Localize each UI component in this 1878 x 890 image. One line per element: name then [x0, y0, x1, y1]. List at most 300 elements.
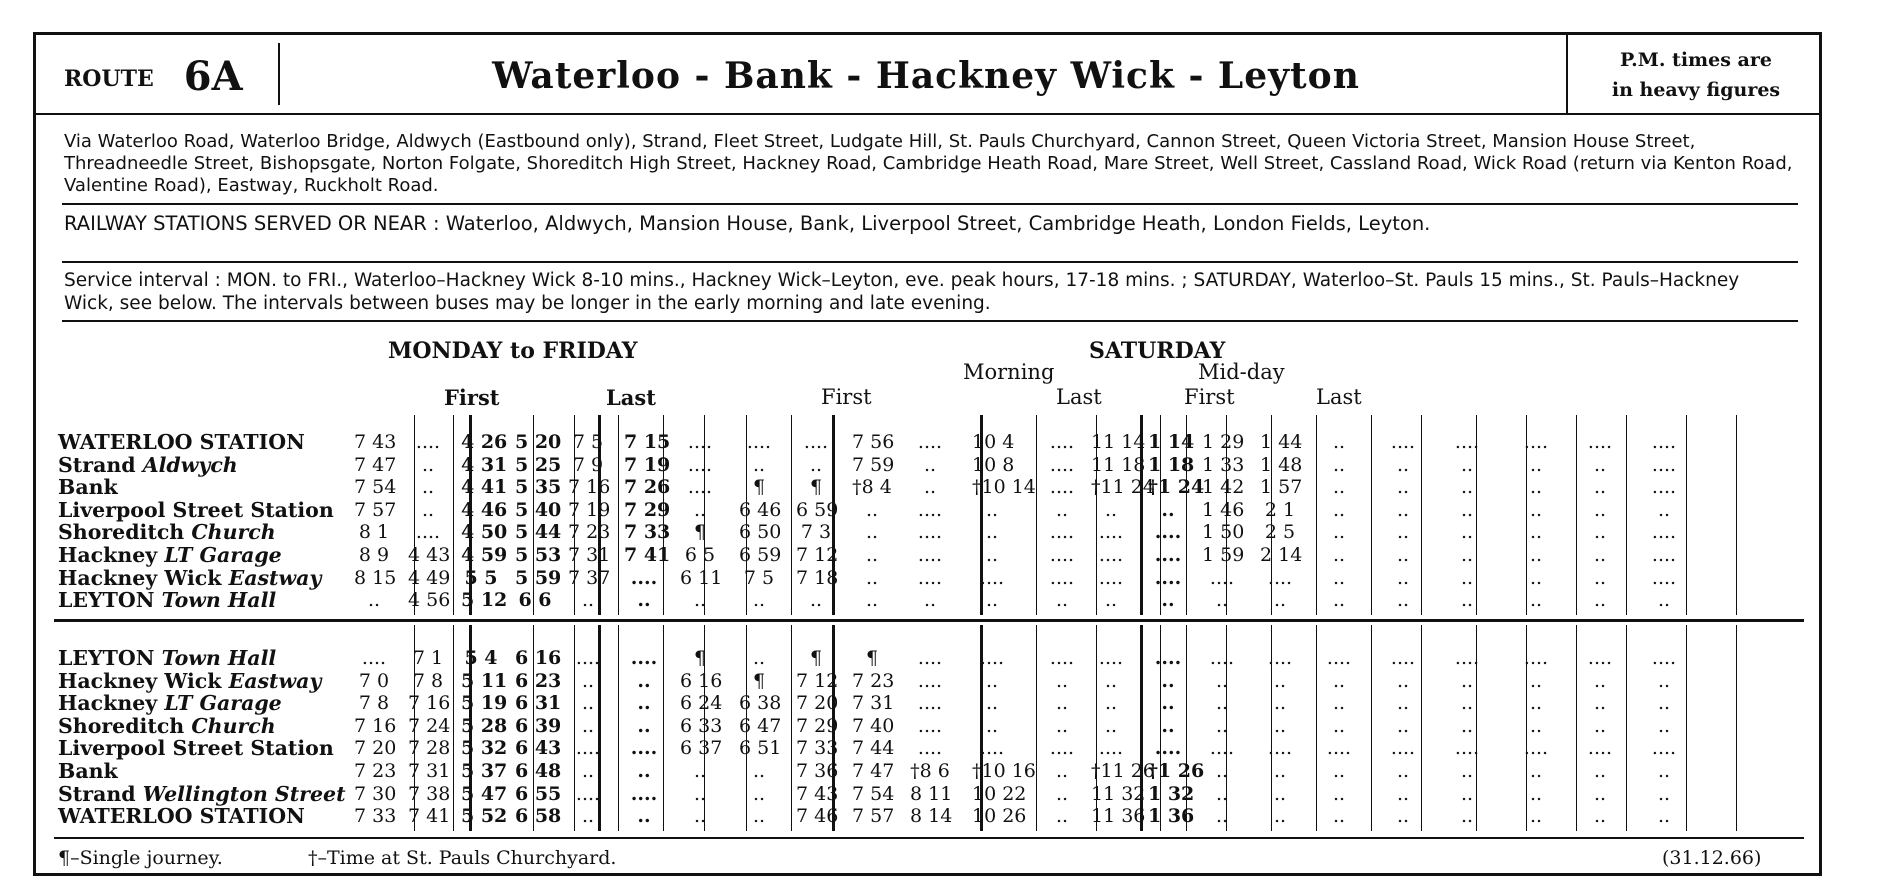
- time-cell: ....: [1651, 737, 1677, 760]
- time-cell: 7 31: [568, 544, 611, 566]
- time-cell: 5 20: [515, 431, 562, 453]
- time-cell: ..: [1215, 760, 1229, 782]
- time-cell: 7 23: [568, 521, 611, 544]
- time-cell: 6 51: [739, 737, 782, 760]
- time-cell: ..: [752, 453, 766, 476]
- time-cell: 4 46: [461, 498, 508, 521]
- column-rule: [1316, 625, 1317, 831]
- time-cell: ....: [1587, 431, 1613, 453]
- time-cell: ....: [1098, 737, 1124, 760]
- time-cell: ..: [1593, 521, 1607, 544]
- time-cell: 7 19: [568, 498, 611, 521]
- time-cell: 1 57: [1260, 476, 1303, 499]
- time-cell: ..: [1657, 714, 1671, 737]
- section-rule: [832, 625, 835, 831]
- time-cell: ....: [917, 737, 943, 760]
- section-rule: [598, 625, 601, 831]
- time-cell: 7 26: [624, 476, 671, 499]
- time-cell: ....: [1267, 647, 1293, 669]
- heading-first: First: [821, 385, 872, 409]
- time-cell: ....: [1587, 647, 1613, 669]
- stop-name-detail: Town Hall: [161, 646, 277, 670]
- time-cell: 7 31: [852, 692, 895, 715]
- time-cell: ....: [917, 647, 943, 669]
- time-cell: 4 31: [461, 453, 508, 476]
- stop-name-main: Bank: [58, 475, 118, 500]
- time-cell: ....: [630, 647, 658, 669]
- column-rule: [746, 625, 747, 831]
- time-cell: ..: [1460, 714, 1474, 737]
- time-cell: 6 59: [739, 544, 782, 566]
- time-cell: 7 16: [354, 714, 397, 737]
- time-cell: ..: [1161, 669, 1175, 692]
- time-cell: ..: [1460, 782, 1474, 805]
- time-cell: 6 50: [739, 521, 782, 544]
- time-cell: ..: [637, 669, 651, 692]
- time-cell: ..: [1460, 692, 1474, 715]
- time-cell: ..: [1396, 760, 1410, 782]
- time-cell: 7 29: [796, 714, 839, 737]
- stop-name-main: Liverpool Street Station: [58, 736, 334, 761]
- time-cell: ....: [917, 544, 943, 566]
- time-cell: ..: [1396, 692, 1410, 715]
- time-cell: 11 14: [1091, 431, 1146, 453]
- time-cell: ..: [693, 805, 707, 828]
- time-cell: 5 53: [515, 544, 562, 566]
- time-cell: ....: [1154, 566, 1182, 589]
- stop-name-main: Strand: [58, 452, 143, 477]
- time-cell: 7 30: [354, 782, 397, 805]
- time-cell: ....: [1651, 521, 1677, 544]
- time-cell: ..: [1273, 782, 1287, 805]
- column-rule: [618, 625, 619, 831]
- stop-name-main: Hackney Wick: [58, 565, 229, 590]
- heading-morning: Morning: [963, 360, 1055, 384]
- column-rule: [1526, 415, 1527, 615]
- stop-name: [58, 692, 282, 714]
- time-cell: †10 16: [972, 760, 1036, 782]
- time-cell: 7 16: [408, 692, 451, 715]
- time-cell: 5 52: [461, 805, 508, 828]
- time-cell: 5 12: [461, 589, 508, 612]
- railway-stations-text: RAILWAY STATIONS SERVED OR NEAR : Waterloo, Aldwych, Mansion House, Bank, Liverpool Street, Cambridge Heath, London Fields, Leyton.: [64, 212, 1431, 235]
- time-cell: 6 5: [684, 544, 716, 566]
- time-cell: ..: [1529, 544, 1543, 566]
- stop-name-detail: LT Garage: [164, 543, 282, 567]
- time-cell: ..: [985, 544, 999, 566]
- time-cell: ..: [865, 498, 879, 521]
- time-cell: ..: [1529, 476, 1543, 499]
- time-cell: 6 47: [739, 714, 782, 737]
- time-cell: ..: [1396, 453, 1410, 476]
- time-cell: ....: [687, 476, 713, 499]
- time-cell: 4 26: [461, 431, 508, 453]
- section-rule: [832, 415, 835, 615]
- time-cell: 4 49: [408, 566, 451, 589]
- section-rule: [469, 415, 472, 615]
- column-rule: [1626, 625, 1627, 831]
- time-cell: 5 47: [461, 782, 508, 805]
- time-cell: †1 24: [1148, 476, 1205, 499]
- time-cell: 7 8: [412, 669, 444, 692]
- time-cell: ..: [1332, 760, 1346, 782]
- time-cell: ..: [1055, 805, 1069, 828]
- time-cell: ..: [865, 589, 879, 612]
- time-cell: ..: [1215, 782, 1229, 805]
- timetable-card: [33, 32, 1822, 876]
- stop-name: [58, 567, 321, 589]
- time-cell: ..: [421, 498, 435, 521]
- time-cell: ¶: [752, 476, 766, 499]
- time-cell: ....: [415, 431, 441, 453]
- time-cell: 6 58: [515, 805, 562, 828]
- via-text: Via Waterloo Road, Waterloo Bridge, Aldwych (Eastbound only), Strand, Fleet Street, Ludgate Hill, St. Pauls Churchyard, Cannon Street, Queen Victoria Street, Mansion House Street, Threadneedle Street, Bishopsgate, Norton Folgate, Shoreditch High Street, Hackney Road, Cambridge Heath Road, Mare Street, Well Street, Cassland Road, Wick Road (return via Kenton Road, Valentine Road), Eastway, Ruckholt Road.: [64, 131, 1793, 196]
- time-cell: ..: [752, 760, 766, 782]
- time-cell: ....: [917, 714, 943, 737]
- column-rule: [1576, 625, 1577, 831]
- column-rule: [1186, 415, 1187, 615]
- column-rule: [1096, 625, 1097, 831]
- time-cell: ....: [979, 566, 1005, 589]
- time-cell: ..: [1104, 669, 1118, 692]
- time-cell: ..: [1529, 453, 1543, 476]
- time-cell: 1 14: [1148, 431, 1195, 453]
- stop-name: [58, 737, 334, 759]
- time-cell: 1 59: [1202, 544, 1245, 566]
- time-cell: ..: [1460, 669, 1474, 692]
- time-cell: ..: [1332, 805, 1346, 828]
- time-cell: ..: [865, 521, 879, 544]
- time-cell: 4 43: [408, 544, 451, 566]
- time-cell: ....: [1098, 521, 1124, 544]
- column-rule: [1476, 625, 1477, 831]
- stop-name: [58, 760, 118, 782]
- time-cell: ..: [693, 498, 707, 521]
- time-cell: ..: [1273, 589, 1287, 612]
- time-cell: ..: [1332, 692, 1346, 715]
- column-rule: [1736, 625, 1737, 831]
- time-cell: ....: [1390, 431, 1416, 453]
- time-cell: ..: [1396, 669, 1410, 692]
- time-cell: ....: [1390, 737, 1416, 760]
- time-cell: ....: [1523, 431, 1549, 453]
- time-cell: ....: [1523, 647, 1549, 669]
- time-cell: ..: [1332, 453, 1346, 476]
- column-rule: [746, 415, 747, 615]
- time-cell: 11 18: [1091, 453, 1146, 476]
- pm-note: [1586, 45, 1806, 105]
- route-number: 6A: [183, 53, 243, 100]
- column-rule: [663, 625, 664, 831]
- time-cell: 7 41: [624, 544, 671, 566]
- time-cell: 7 24: [408, 714, 451, 737]
- time-cell: 8 11: [910, 782, 953, 805]
- time-cell: 7 33: [354, 805, 397, 828]
- time-cell: ..: [1593, 589, 1607, 612]
- column-rule: [1686, 625, 1687, 831]
- time-cell: †11 24: [1091, 476, 1155, 499]
- time-cell: 6 16: [515, 647, 562, 669]
- section-rule: [980, 625, 983, 831]
- time-cell: ..: [1273, 805, 1287, 828]
- column-rule: [1421, 625, 1422, 831]
- time-cell: ....: [917, 498, 943, 521]
- time-cell: ....: [1390, 647, 1416, 669]
- time-cell: 4 50: [461, 521, 508, 544]
- column-rule: [1271, 415, 1272, 615]
- time-cell: 5 37: [461, 760, 508, 782]
- time-cell: ..: [752, 782, 766, 805]
- stop-name-detail: Town Hall: [161, 588, 277, 613]
- stop-name: [58, 544, 282, 566]
- time-cell: 6 31: [515, 692, 562, 715]
- time-cell: 5 19: [461, 692, 508, 715]
- time-cell: ..: [1460, 544, 1474, 566]
- column-rule: [1421, 415, 1422, 615]
- time-cell: ....: [1651, 566, 1677, 589]
- timetable-header: [36, 35, 1819, 115]
- time-cell: 5 11: [461, 669, 508, 692]
- time-cell: ....: [1209, 647, 1235, 669]
- time-cell: ..: [637, 805, 651, 828]
- time-cell: 1 18: [1148, 453, 1195, 476]
- time-cell: ..: [1273, 760, 1287, 782]
- time-cell: 7 23: [852, 669, 895, 692]
- stop-name-main: LEYTON: [58, 588, 162, 613]
- time-cell: 1 50: [1202, 521, 1245, 544]
- time-cell: ..: [923, 453, 937, 476]
- time-cell: ....: [1049, 476, 1075, 499]
- time-cell: 6 16: [680, 669, 723, 692]
- pm-note-line: P.M. times are: [1620, 49, 1772, 71]
- column-rule: [574, 415, 575, 615]
- time-cell: ..: [865, 566, 879, 589]
- time-cell: 10 22: [972, 782, 1027, 805]
- time-cell: ..: [985, 589, 999, 612]
- time-cell: ..: [985, 714, 999, 737]
- time-cell: ¶: [693, 521, 707, 544]
- time-cell: ..: [367, 589, 381, 612]
- time-cell: ....: [917, 521, 943, 544]
- column-rule: [1271, 625, 1272, 831]
- section-rule: [469, 625, 472, 831]
- time-cell: 7 9: [572, 453, 604, 476]
- time-cell: ..: [581, 692, 595, 715]
- column-rule: [533, 625, 534, 831]
- time-cell: ..: [1460, 589, 1474, 612]
- time-cell: ..: [1529, 782, 1543, 805]
- time-cell: ..: [1593, 544, 1607, 566]
- heading-last: Last: [606, 385, 656, 410]
- time-cell: 8 1: [358, 521, 390, 544]
- time-cell: ....: [1098, 647, 1124, 669]
- time-cell: ..: [809, 453, 823, 476]
- column-rule: [791, 415, 792, 615]
- time-cell: 7 28: [408, 737, 451, 760]
- time-cell: ....: [1049, 431, 1075, 453]
- time-cell: ..: [1055, 692, 1069, 715]
- column-rule: [704, 415, 705, 615]
- time-cell: ....: [1154, 737, 1182, 760]
- time-cell: ..: [1396, 714, 1410, 737]
- time-cell: ..: [1161, 692, 1175, 715]
- time-cell: 6 24: [680, 692, 723, 715]
- time-cell: ..: [1396, 589, 1410, 612]
- time-cell: ..: [1529, 521, 1543, 544]
- time-cell: 8 9: [358, 544, 390, 566]
- time-cell: 1 44: [1260, 431, 1303, 453]
- time-cell: 2 1: [1264, 498, 1296, 521]
- time-cell: ..: [1055, 498, 1069, 521]
- time-cell: ....: [1651, 476, 1677, 499]
- time-cell: ....: [1098, 544, 1124, 566]
- column-rule: [1371, 415, 1372, 615]
- time-cell: ..: [923, 476, 937, 499]
- time-cell: ..: [581, 669, 595, 692]
- stop-name: [58, 783, 346, 805]
- time-cell: ..: [752, 647, 766, 669]
- time-cell: ..: [1529, 498, 1543, 521]
- time-cell: 7 31: [408, 760, 451, 782]
- time-cell: ....: [1049, 647, 1075, 669]
- time-cell: ..: [1460, 498, 1474, 521]
- time-cell: 7 43: [354, 431, 397, 453]
- time-cell: ..: [1332, 498, 1346, 521]
- time-cell: ..: [1593, 476, 1607, 499]
- time-cell: 7 23: [354, 760, 397, 782]
- column-rule: [574, 625, 575, 831]
- time-cell: ..: [1161, 498, 1175, 521]
- time-cell: ....: [575, 647, 601, 669]
- time-cell: ¶: [693, 647, 707, 669]
- time-cell: 1 48: [1260, 453, 1303, 476]
- time-cell: 7 16: [568, 476, 611, 499]
- time-cell: ..: [923, 589, 937, 612]
- time-cell: 6 38: [739, 692, 782, 715]
- time-cell: ..: [1460, 805, 1474, 828]
- stop-name-detail: LT Garage: [164, 691, 282, 716]
- time-cell: ..: [1593, 760, 1607, 782]
- time-cell: ..: [1396, 544, 1410, 566]
- column-rule: [1036, 625, 1037, 831]
- stop-name: [58, 647, 276, 669]
- time-cell: ....: [1049, 544, 1075, 566]
- column-rule: [1316, 415, 1317, 615]
- time-cell: ..: [1529, 566, 1543, 589]
- stop-name: [58, 476, 118, 498]
- time-cell: ..: [1396, 782, 1410, 805]
- time-cell: ....: [1651, 647, 1677, 669]
- time-cell: ..: [752, 805, 766, 828]
- time-cell: ..: [1396, 521, 1410, 544]
- service-interval-text: Service interval : MON. to FRI., Waterloo–Hackney Wick 8-10 mins., Hackney Wick–Leyton, eve. peak hours, 17-18 mins. ; SATURDAY, Waterloo–St. Pauls 15 mins., St. Pauls–Hackney Wick, see below. The intervals between buses may be longer in the early morning and late evening.: [64, 270, 1740, 314]
- time-cell: 7 57: [354, 498, 397, 521]
- stop-name: [58, 521, 276, 543]
- time-cell: ¶: [809, 647, 823, 669]
- time-cell: ..: [421, 476, 435, 499]
- time-cell: ....: [979, 737, 1005, 760]
- time-cell: 10 26: [972, 805, 1027, 828]
- column-rule: [1526, 625, 1527, 831]
- column-rule: [1160, 415, 1161, 615]
- column-rule: [533, 415, 534, 615]
- time-cell: 7 5: [743, 566, 775, 589]
- time-cell: 5 28: [461, 714, 508, 737]
- time-cell: ....: [687, 453, 713, 476]
- time-cell: 7 8: [358, 692, 390, 715]
- column-rule: [1626, 415, 1627, 615]
- time-cell: 5 35: [515, 476, 562, 499]
- column-rule: [1036, 415, 1037, 615]
- time-cell: ....: [917, 669, 943, 692]
- time-cell: ....: [1154, 544, 1182, 566]
- time-cell: ..: [581, 760, 595, 782]
- time-cell: 7 57: [852, 805, 895, 828]
- stop-name: [58, 805, 305, 827]
- time-cell: 6 37: [680, 737, 723, 760]
- time-cell: 1 33: [1202, 453, 1245, 476]
- time-cell: 6 23: [515, 669, 562, 692]
- section-rule: [1140, 625, 1143, 831]
- time-cell: ..: [1332, 431, 1346, 453]
- time-cell: ..: [985, 521, 999, 544]
- time-cell: ..: [1161, 714, 1175, 737]
- time-cell: ..: [637, 714, 651, 737]
- time-cell: ..: [1055, 589, 1069, 612]
- time-cell: ..: [1460, 760, 1474, 782]
- time-cell: ..: [1593, 782, 1607, 805]
- time-cell: 5 4: [464, 647, 498, 669]
- pm-note-line: in heavy figures: [1611, 79, 1781, 101]
- time-cell: 7 20: [354, 737, 397, 760]
- stop-name-main: Hackney: [58, 543, 165, 567]
- column-rule: [1186, 625, 1187, 831]
- time-cell: ¶: [752, 669, 766, 692]
- time-cell: 7 12: [796, 544, 839, 566]
- time-cell: 6 33: [680, 714, 723, 737]
- time-cell: 6 48: [515, 760, 562, 782]
- time-cell: ..: [1332, 782, 1346, 805]
- time-cell: ....: [746, 431, 772, 453]
- time-cell: ..: [1657, 669, 1671, 692]
- heading-first: First: [444, 385, 500, 410]
- time-cell: ..: [1215, 589, 1229, 612]
- column-rule: [1226, 415, 1227, 615]
- time-cell: ....: [803, 431, 829, 453]
- time-cell: 7 1: [412, 647, 444, 669]
- stop-name-detail: Eastway: [228, 668, 322, 693]
- time-cell: 11 32: [1091, 782, 1146, 805]
- time-cell: ..: [985, 692, 999, 715]
- footnote-divider: [54, 837, 1804, 839]
- time-cell: ....: [630, 782, 658, 805]
- header-divider: [278, 43, 280, 105]
- time-cell: ¶: [865, 647, 879, 669]
- time-cell: ..: [1055, 782, 1069, 805]
- time-cell: ..: [1460, 453, 1474, 476]
- heading-last: Last: [1056, 385, 1102, 409]
- time-cell: ..: [693, 589, 707, 612]
- column-rule: [1371, 625, 1372, 831]
- time-cell: ..: [1657, 692, 1671, 715]
- stop-name-main: Shoreditch: [58, 713, 192, 738]
- time-cell: 6 39: [515, 714, 562, 737]
- column-rule: [618, 415, 619, 615]
- time-cell: ..: [1657, 498, 1671, 521]
- time-cell: ..: [1529, 692, 1543, 715]
- direction-divider: [54, 619, 1804, 622]
- time-cell: ....: [1523, 737, 1549, 760]
